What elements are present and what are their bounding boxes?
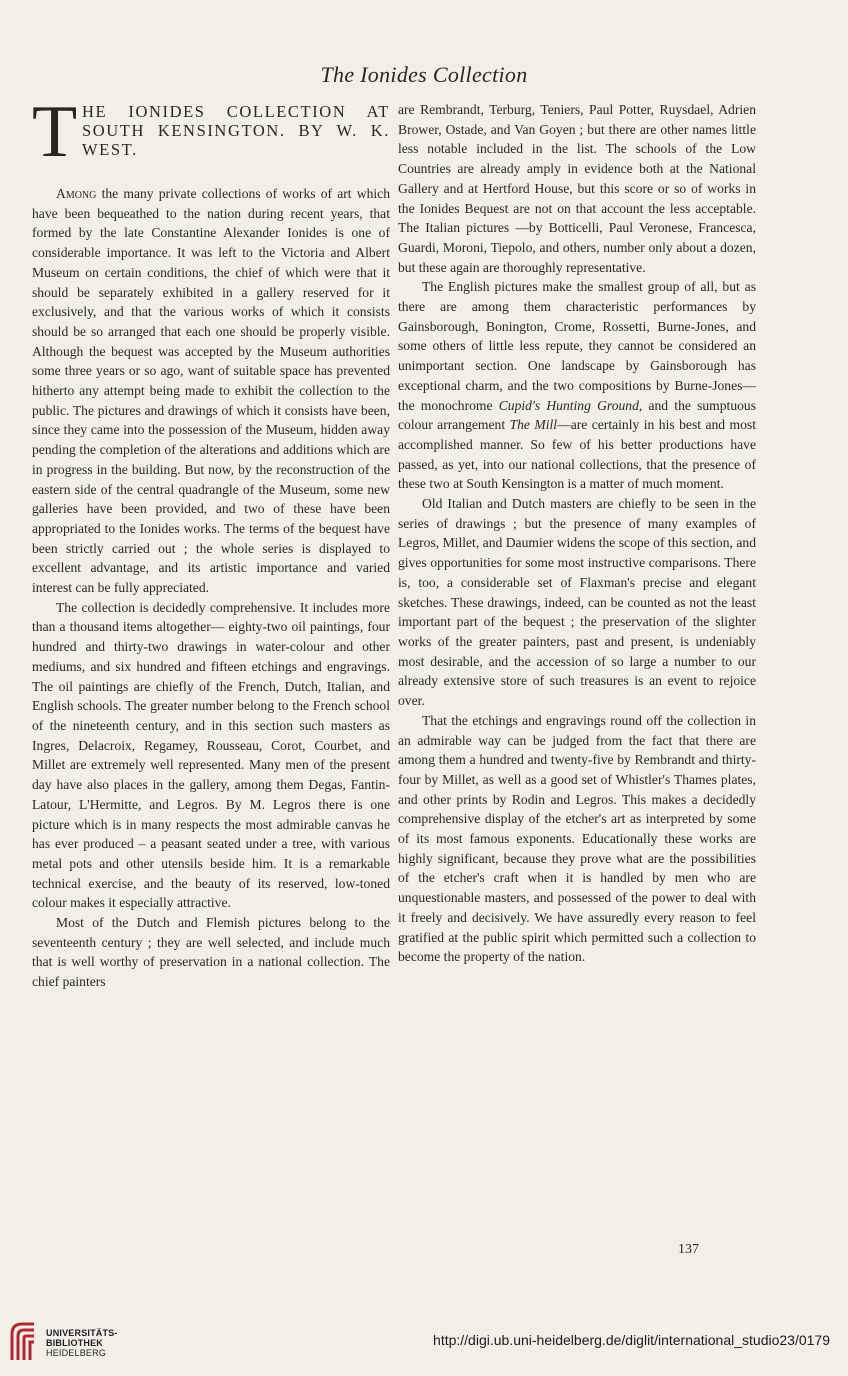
paragraph: The collection is decidedly comprehensive. It includes more than a thousand items altogether— eighty-two oil paintings, four hundred and thirty-two drawings in water-colour and other mediums, and six hundred and fifteen etchings and engravings. The oil paintings are chiefly of the French, Dutch, Italian, and English schools. The greater number belong to the French school of the nineteenth century, and in this section such masters as Ingres, Delacroix, Regamey, Rousseau, Corot, Courbet, and Millet are extremely well represented. Many men of the present day have also places in the gallery, among them Degas, Fantin-Latour, L'Hermitte, and Legros. By M. Legros there is one picture which is in many respects the most admirable canvas he has ever produced – a peasant seated under a tree, with various metal pots and other utensils beside him. It is a remarkable technical exercise, and the beauty of its reserved, low-toned colour makes it especially attractive. [32,599,390,911]
article-title: HE IONIDES COLLECTION AT SOUTH KENSINGTON. BY W. K. WEST. [82,102,390,159]
library-name-line: UNIVERSITÄTS- [46,1328,118,1338]
paragraph-text: —are certainly in his best and most accomplished manner. So few of his better productions have passed, as yet, into our national collections, that the presence of these two at South Kensington is a matter of much moment. [398,417,756,492]
running-head: The Ionides Collection [320,62,528,87]
library-name-line: HEIDELBERG [46,1348,107,1358]
drop-cap: T [32,91,78,173]
source-url-link[interactable]: http://digi.ub.uni-heidelberg.de/diglit/international_studio23/0179 [433,1332,830,1348]
left-column [32,91,390,992]
lead-word: Among [56,186,97,201]
artwork-title: Cupid's Hunting Ground [498,397,639,413]
library-name [46,1328,118,1358]
paragraph: Most of the Dutch and Flemish pictures belong to the seventeenth century ; they are well selected, and include much that is well worthy of preservation in a national collection. The chief painters [32,915,390,990]
library-logo-icon [8,1320,38,1362]
paragraph [32,184,390,598]
paragraph [398,277,756,494]
paragraph: That the etchings and engravings round off the collection in an admirable way can be judged from the fact that there are among them a hundred and twenty-five by Rembrandt and thirty-four by Millet, as well as a good set of Whistler's Thames plates, and other prints by Rodin and Legros. This makes a decidedly comprehensive display of the etcher's art as interpreted by some of its most famous exponents. Educationally these works are highly significant, because they prove what are the possibilities of the etcher's craft when it is handled by men who are unquestionable masters, and possessed of the power to deal with it freely and decisively. We have assuredly every reason to feel gratified at the public spirit which permitted such a collection to become the property of the nation. [398,712,756,965]
page-number: 137 [678,1242,699,1257]
library-name-line: BIBLIOTHEK [46,1338,103,1348]
footer [0,1316,848,1376]
artwork-title: The Mill [509,417,558,433]
paragraph: Old Italian and Dutch masters are chiefly to be seen in the series of drawings ; but the presence of many examples of Legros, Millet, and Daumier widens the scope of this section, and gives opportunities for some most instructive comparisons. There is, too, a considerable set of Flaxman's precise and elegant sketches. These drawings, indeed, can be counted as not the least important part of the bequest ; the preservation of the slighter works of the greater painters, past and present, is undeniably most desirable, and the accession of so large a number to our already extensive store of such treasures is an event to rejoice over. [398,496,756,709]
paragraph-text: the many private collections of works of art which have been bequeathed to the nation during recent years, that formed by the late Constantine Alexander Ionides is one of considerable importance. It was left to the Victoria and Albert Museum on certain conditions, the chief of which were that it should be separately exhibited in a gallery reserved for it exclusively, and that the various works of which it consists should be so arranged that each one should be properly visible. Although the bequest was accepted by the Museum authorities some three years or so ago, want of suitable space has prevented hitherto any attempt being made to exhibit the collection to the public. The pictures and drawings of which it consists have been, since they came into the possession of the Museum, hidden away pending the completion of the alterations and additions which are in progress in the building. But now, by the reconstruction of the eastern side of the central quadrangle of the Museum, some new galleries have been provided, and two of these have been appropriated to the Ionides works. The terms of the bequest have been strictly carried out ; the whole series is displayed to excellent advantage, and its artistic importance and varied interest can be fully appreciated. [32,186,390,596]
right-column [398,100,756,967]
paragraph-text: The English pictures make the smallest group of all, but as there are among them characteristic performances by Gainsborough, Bonington, Crome, Rossetti, Burne-Jones, and some others of little less repute, they cannot be considered an unimportant section. One landscape by Gainsborough has exceptional charm, and the two compositions by Burne-Jones—the monochrome [398,279,756,413]
paragraph: are Rembrandt, Terburg, Teniers, Paul Potter, Ruysdael, Adrien Brower, Ostade, and Van Goyen ; but there are other names little less notable included in the list. The schools of the Low Countries are already amply in evidence both at the National Gallery and at Hertford House, but this score or so of works in the Ionides Bequest are not on that account the less acceptable. The Italian pictures —by Botticelli, Paul Veronese, Francesca, Guardi, Moroni, Tiepolo, and others, number only about a dozen, but these again are thoroughly representative. [398,102,756,275]
article-title-block [32,91,390,180]
paragraph-text: , and the sumptuous colour arrangement [398,397,757,433]
